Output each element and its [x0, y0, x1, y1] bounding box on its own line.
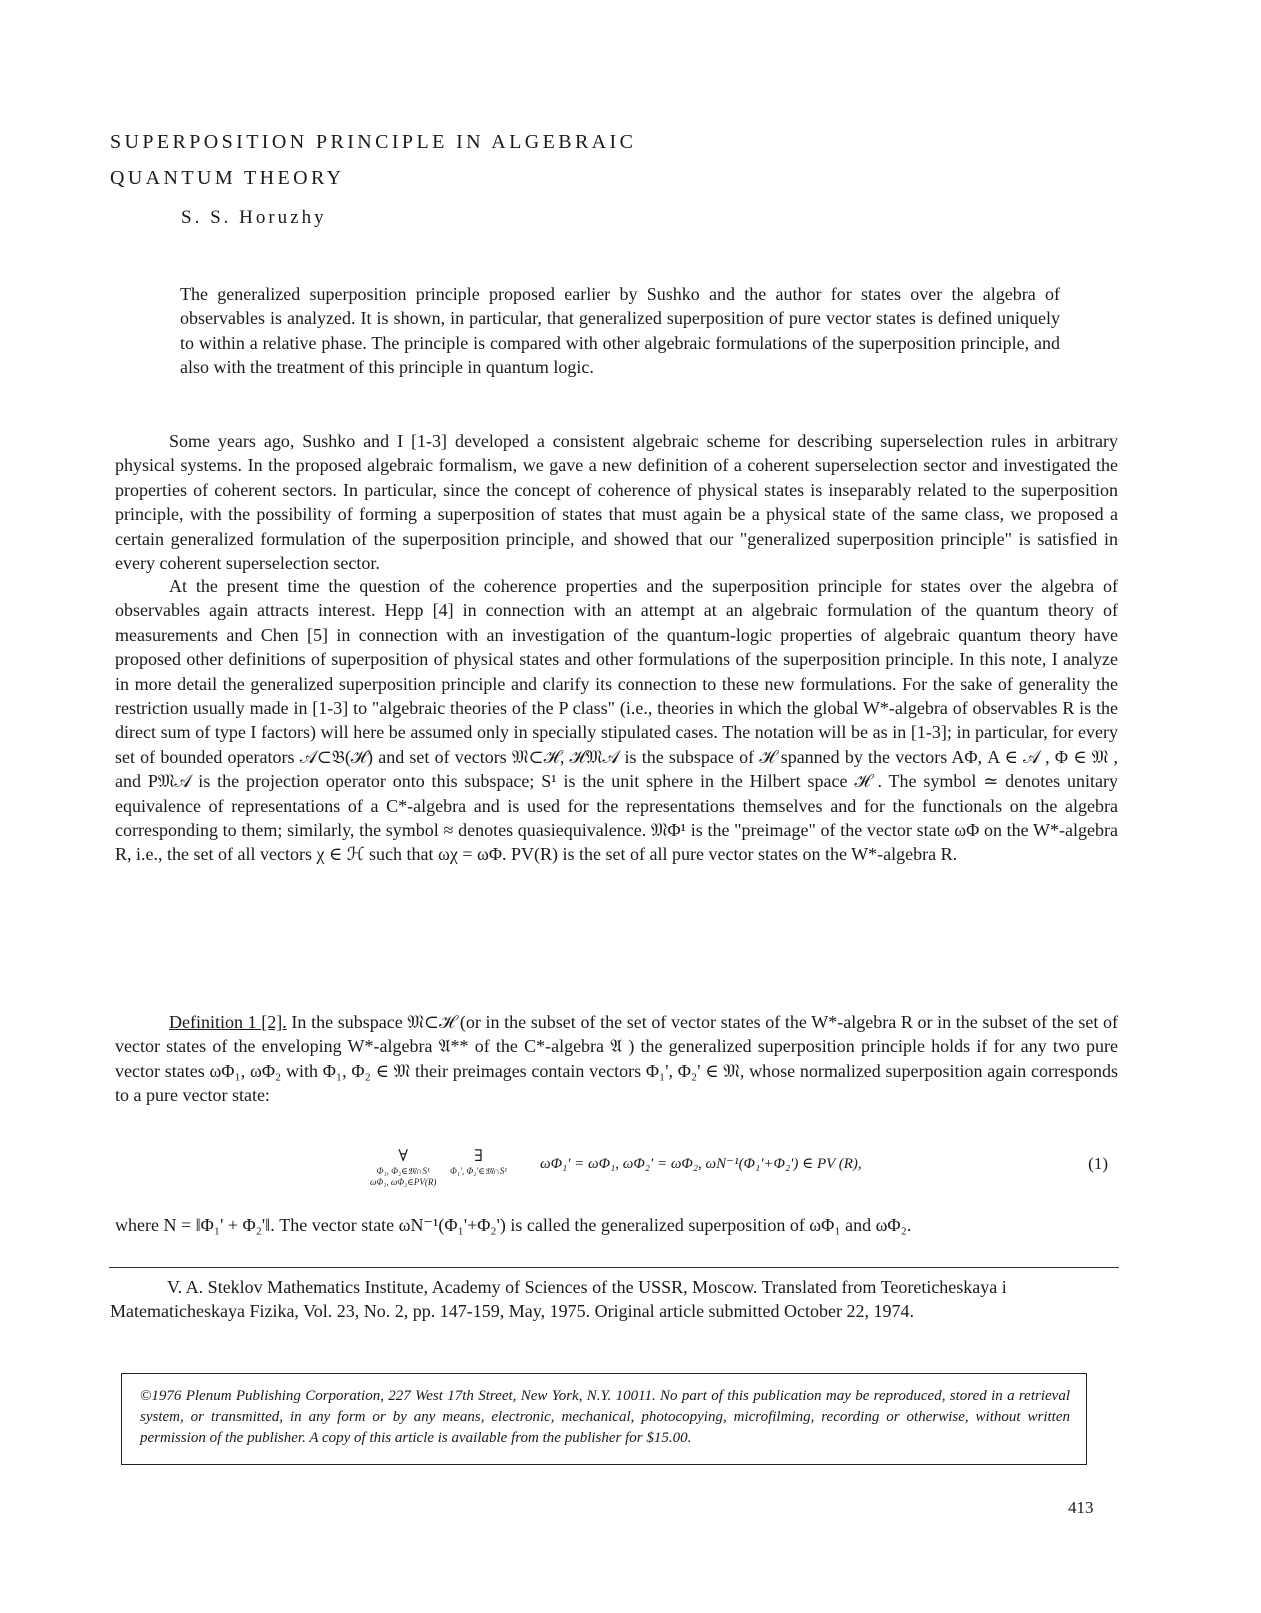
definition-text-block [115, 1010, 1118, 1108]
copyright-box: ©1976 Plenum Publishing Corporation, 227 West 17th Street, New York, N.Y. 10011. No part of this publication may be reproduced, stored in a retrieval system, or transmitted, in any form or by any means, electronic, mechanical, photocopying, microfilming, recording or otherwise, without written permission of the publisher. A copy of this article is available from the publisher for $15.00. [121, 1373, 1087, 1465]
paper-title [110, 124, 636, 196]
abstract: The generalized superposition principle proposed earlier by Sushko and the author for states over the algebra of observables is analyzed. It is shown, in particular, that generalized superposition of pure vector states is defined uniquely to within a relative phase. The principle is compared with other algebraic formulations of the superposition principle, and also with the treatment of this principle in quantum logic. [180, 284, 1060, 378]
exists-symbol: ∃ [474, 1148, 483, 1165]
forall-subscript-1: Φ₁, Φ₂∈𝔐∩S¹ [376, 1166, 430, 1176]
definition-label: Definition 1 [2]. [169, 1012, 287, 1032]
equation-body: ωΦ₁' = ωΦ₁, ωΦ₂' = ωΦ₂, ωN⁻¹(Φ₁'+Φ₂') ∈ PV (R), [540, 1156, 862, 1172]
footnote-rule [109, 1267, 1119, 1268]
body-paragraph-1 [115, 429, 1118, 575]
definition-text: In the subspace 𝔐⊂ℋ (or in the subset of the set of vector states of the W*-algebra R or in the subset of the set of vector states of the enveloping W*-algebra 𝔄** of the C*-algebra 𝔄 ) the generalized superposition principle holds if for any two pure vector states ωΦ₁, ωΦ₂ with Φ₁, Φ₂ ∈ 𝔐 their preimages contain vectors Φ₁', Φ₂' ∈ 𝔐, whose normalized superposition again corresponds to a pure vector state: [115, 1012, 1118, 1106]
forall-subscript-2: ωΦ₁, ωΦ₂∈PV(R) [370, 1177, 437, 1187]
paragraph-1-text: Some years ago, Sushko and I [1-3] developed a consistent algebraic scheme for describing superselection rules in arbitrary physical systems. In the proposed algebraic formalism, we gave a new definition of a coherent superselection sector and investigated the properties of coherent sectors. In particular, since the concept of coherence of physical states is inseparably related to the superposition principle, with the possibility of forming a superposition of states that must again be a physical state of the same class, we proposed a certain generalized formulation of the superposition principle, and showed that our "generalized superposition principle" is satisfied in every coherent superselection sector. [115, 431, 1118, 574]
forall-symbol: ∀ [398, 1148, 408, 1165]
equation-1 [340, 1146, 1120, 1196]
equation-number: (1) [1088, 1154, 1108, 1173]
title-line-1: SUPERPOSITION PRINCIPLE IN ALGEBRAIC [110, 131, 637, 153]
title-line-2: QUANTUM THEORY [110, 167, 345, 189]
author: S. S. Horuzhy [181, 207, 327, 228]
equation-forall [370, 1146, 436, 1188]
exists-subscript: Φ₁', Φ₂'∈𝔐∩S¹ [450, 1166, 507, 1176]
equation-exists [450, 1146, 507, 1177]
page-number: 413 [1068, 1498, 1094, 1517]
where-line: where N = ‖Φ₁' + Φ₂'‖. The vector state ωN⁻¹(Φ₁'+Φ₂') is called the generalized superposition of ωΦ₁ and ωΦ₂. [115, 1215, 912, 1235]
footnote-text: V. A. Steklov Mathematics Institute, Academy of Sciences of the USSR, Moscow. Translated from Teoreticheskaya i Matematicheskaya Fizika, Vol. 23, No. 2, pp. 147-159, May, 1975. Original article submitted October 22, 1974. [110, 1277, 1007, 1321]
paragraph-2-text: At the present time the question of the coherence properties and the superposition principle for states over the algebra of observables again attracts interest. Hepp [4] in connection with an attempt at an algebraic formulation of the quantum theory of measurements and Chen [5] in connection with an investigation of the quantum-logic properties of algebraic quantum theory have proposed other definitions of superposition of physical states and other formulations of the superposition principle. In this note, I analyze in more detail the generalized superposition principle and clarify its connection to these new formulations. For the sake of generality the restriction usually made in [1-3] to "algebraic theories of the P class" (i.e., theories in which the global W*-algebra of observables R is the direct sum of type I factors) will here be assumed only in specially stipulated cases. The notation will be as in [1-3]; in particular, for every set of bounded operators 𝒜⊂𝔅(ℋ) and set of vectors 𝔐⊂ℋ, ℋ𝔐𝒜 is the subspace of ℋ spanned by the vectors AΦ, A ∈ 𝒜 , Φ ∈ 𝔐 , and P𝔐𝒜 is the projection operator onto this subspace; S¹ is the unit sphere in the Hilbert space ℋ . The symbol ≃ denotes unitary equivalence of representations of a C*-algebra and is used for the representations themselves and for the functionals on the algebra corresponding to them; similarly, the symbol ≈ denotes quasiequivalence. 𝔐Φ¹ is the "preimage" of the vector state ωΦ on the W*-algebra R, i.e., the set of all vectors χ ∈ ℋ such that ωχ = ωΦ. PV(R) is the set of all pure vector states on the W*-algebra R. [115, 576, 1118, 865]
body-paragraph-2 [115, 574, 1118, 867]
footnote [110, 1275, 1110, 1323]
definition-paragraph [115, 1010, 1118, 1108]
